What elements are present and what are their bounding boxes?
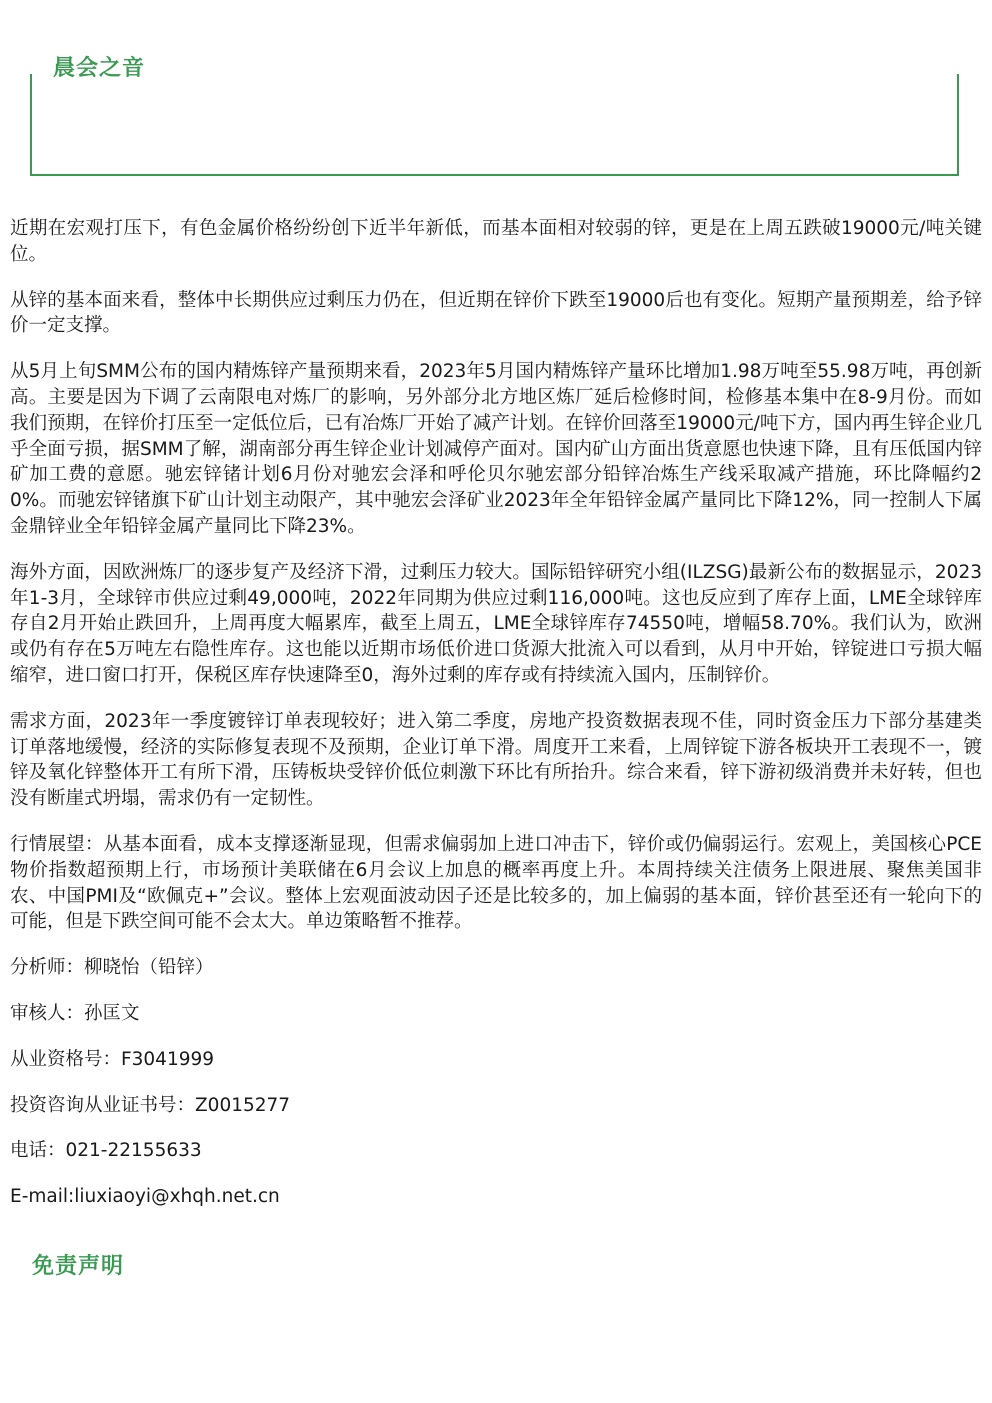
analyst-line: 分析师：柳晓怡（铅锌） [10, 957, 214, 979]
section-title: 晨会之音 [53, 56, 146, 81]
reviewer-line: 审核人：孙匡文 [10, 1002, 140, 1024]
article-body [10, 216, 982, 1230]
paragraph-fundamentals: 从锌的基本面来看，整体中长期供应过剩压力仍在，但近期在锌价下跌至19000后也有变化。短期产量预期差，给予锌价一定支撑。 [10, 289, 982, 337]
license-line: 从业资格号：F3041999 [10, 1048, 215, 1070]
advisory-license-line: 投资咨询从业证书号：Z0015277 [10, 1094, 291, 1116]
phone-line: 电话：021-22155633 [10, 1140, 202, 1162]
email-line[interactable]: E-mail:liuxiaoyi@xhqh.net.cn [10, 1186, 280, 1208]
disclaimer-title: 免责声明 [32, 1254, 125, 1279]
section-frame [30, 74, 959, 176]
paragraph-supply: 从5月上旬SMM公布的国内精炼锌产量预期来看，2023年5月国内精炼锌产量环比增加1.98万吨至55.98万吨，再创新高。主要是因为下调了云南限电对炼厂的影响，另外部分北方地区炼厂延后检修时间，检修基本集中在8-9月份。而如我们预期，在锌价打压至一定低位后，已有冶炼厂开始了减产计划。在锌价回落至19000元/吨下方，国内再生锌企业几乎全面亏损，据SMM了解，湖南部分再生锌企业计划减停产面对。国内矿山方面出货意愿也快速下降，且有压低国内锌矿加工费的意愿。驰宏锌锗计划6月份对驰宏会泽和呼伦贝尔驰宏部分铅锌冶炼生产线采取减产措施，环比降幅约20%。而驰宏锌锗旗下矿山计划主动限产，其中驰宏会泽矿业2023年全年铅锌金属产量同比下降12%，同一控制人下属金鼎锌业全年铅锌金属产量同比下降23%。 [10, 361, 982, 537]
paragraph-intro: 近期在宏观打压下，有色金属价格纷纷创下近半年新低，而基本面相对较弱的锌，更是在上周五跌破19000元/吨关键位。 [10, 218, 982, 265]
paragraph-overseas: 海外方面，因欧洲炼厂的逐步复产及经济下滑，过剩压力较大。国际铅锌研究小组(ILZSG)最新公布的数据显示，2023年1-3月，全球锌市供应过剩49,000吨，2022年同期为供应过剩116,000吨。这也反应到了库存上面，LME全球锌库存自2月开始止跌回升，上周再度大幅累库，截至上周五，LME全球锌库存74550吨，增幅58.70%。我们认为，欧洲或仍有存在5万吨左右隐性库存。这也能以近期市场低价进口货源大批流入可以看到，从月中开始，锌锭进口亏损大幅缩窄，进口窗口打开，保税区库存快速降至0，海外过剩的库存或有持续流入国内，压制锌价。 [10, 561, 982, 686]
paragraph-outlook: 行情展望：从基本面看，成本支撑逐渐显现，但需求偏弱加上进口冲击下，锌价或仍偏弱运行。宏观上，美国核心PCE物价指数超预期上行，市场预计美联储在6月会议上加息的概率再度上升。本周持续关注债务上限进展、聚焦美国非农、中国PMI及“欧佩克+”会议。整体上宏观面波动因子还是比较多的，加上偏弱的基本面，锌价甚至还有一轮向下的可能，但是下跌空间可能不会太大。单边策略暂不推荐。 [10, 833, 982, 933]
paragraph-demand: 需求方面，2023年一季度镀锌订单表现较好；进入第二季度，房地产投资数据表现不佳，同时资金压力下部分基建类订单落地缓慢，经济的实际修复表现不及预期，企业订单下滑。周度开工来看，上周锌锭下游各板块开工表现不一，镀锌及氧化锌整体开工有所下滑，压铸板块受锌价低位刺激下环比有所抬升。综合来看，锌下游初级消费并未好转，但也没有断崖式坍塌，需求仍有一定韧性。 [10, 710, 982, 810]
